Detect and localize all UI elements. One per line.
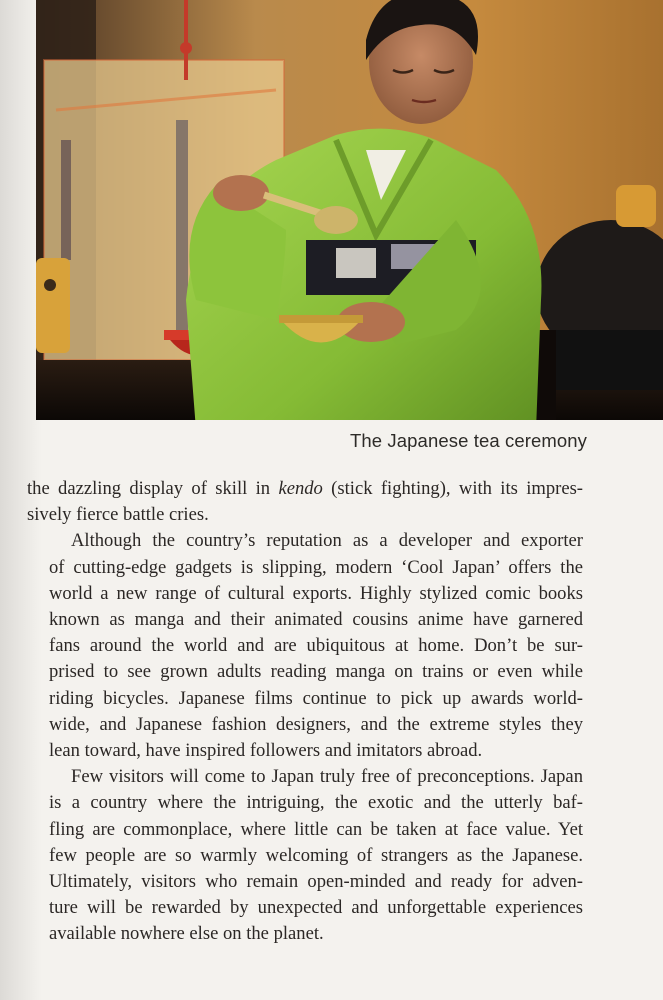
text-line: few people are so warmly welcoming of strangers as the Japanese.	[49, 844, 583, 866]
text-line: known as manga and their animated cousins anime have garnered	[49, 609, 583, 631]
paragraph-2	[27, 528, 583, 764]
text-line: riding bicycles. Japanese films continue to pick up awards world-	[49, 687, 583, 709]
text-line	[27, 476, 583, 502]
tea-ceremony-photo	[36, 0, 663, 420]
text-line: Ultimately, visitors who remain open-minded and ready for adven-	[49, 871, 583, 893]
text-line: prised to see grown adults reading manga on trains or even while	[49, 661, 583, 683]
text-line: world a new range of cultural exports. Highly stylized comic books	[49, 582, 583, 604]
body-text	[27, 476, 583, 948]
photo-caption: The Japanese tea ceremony	[350, 430, 587, 451]
text-line: fans around the world and are ubiquitous at home. Don’t be sur-	[49, 635, 583, 657]
text-line: lean toward, have inspired followers and imitators abroad.	[49, 740, 483, 762]
text-line: of cutting-edge gadgets is slipping, modern ‘Cool Japan’ offers the	[49, 556, 583, 578]
paragraph-3	[27, 764, 583, 947]
text-run: (stick fighting), with its impres-	[322, 478, 583, 499]
text-line: sively fierce battle cries.	[27, 504, 209, 526]
paragraph-1	[27, 476, 583, 528]
text-line: Few visitors will come to Japan truly free of preconceptions. Japan	[71, 766, 583, 788]
text-line: ture will be rewarded by unexpected and unforgettable experiences	[49, 897, 583, 919]
text-line: available nowhere else on the planet.	[49, 923, 324, 945]
text-line: is a country where the intriguing, the exotic and the utterly baf-	[49, 792, 583, 814]
text-line: wide, and Japanese fashion designers, and the extreme styles they	[49, 713, 583, 735]
text-line: Although the country’s reputation as a developer and exporter	[71, 530, 583, 552]
text-line: fling are commonplace, where little can be taken at face value. Yet	[49, 818, 583, 840]
italic-term: kendo	[278, 478, 323, 499]
text-run: the dazzling display of skill in	[27, 478, 279, 499]
